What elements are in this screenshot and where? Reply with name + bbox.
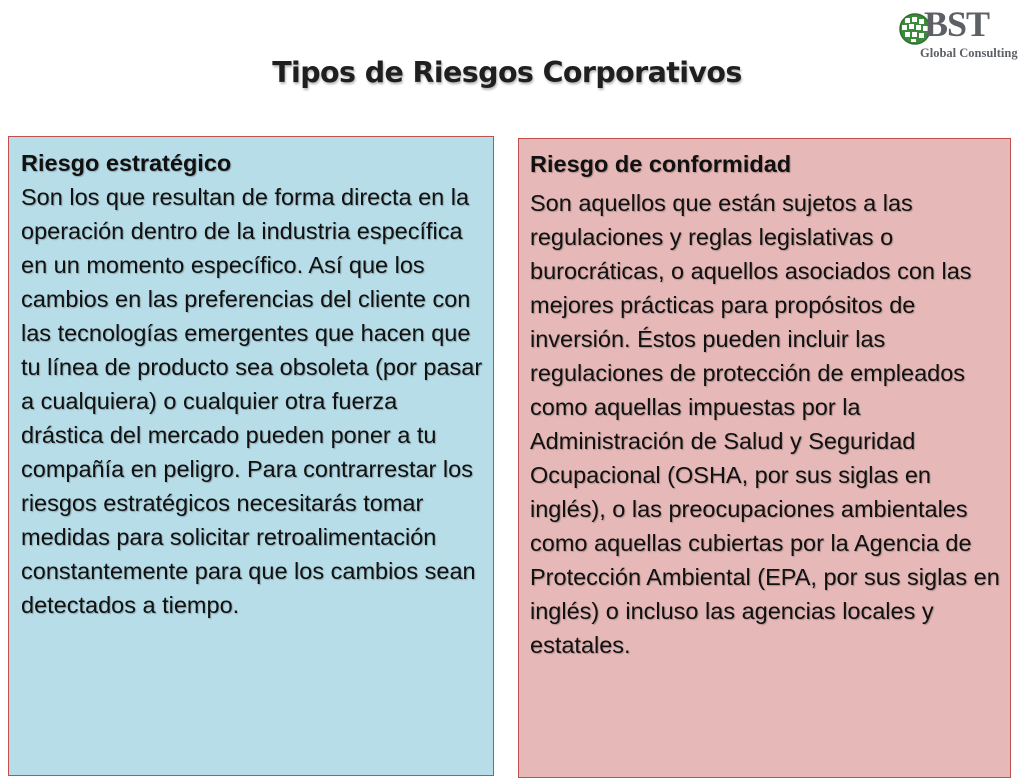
logo-wordmark: BST [924,4,990,44]
logo-tagline: Global Consulting [920,46,1018,60]
compliance-risk-panel [518,138,1011,778]
slide-title: Tipos de Riesgos Corporativos [272,56,742,89]
panel-heading: Riesgo de conformidad [530,151,792,177]
strategic-risk-panel [8,136,494,776]
panel-heading: Riesgo estratégico [21,150,232,176]
panel-body: Son los que resultan de forma directa en la operación dentro de la industria específica en un momento específico. Así que los cambios en las preferencias del cliente con las tecnologías emergentes que hacen que tu línea de producto sea obsoleta (por pasar a cualquiera) o cualquier otra fuerza drástica del mercado pueden poner a tu compañía en peligro. Para contrarrestar los riesgos estratégicos necesitarás tomar medidas para solicitar retroalimentación constantemente para que los cambios sean detectados a tiempo. [21,184,483,618]
panel-body: Son aquellos que están sujetos a las regulaciones y reglas legislativas o burocráticas, o aquellos asociados con las mejores prácticas para propósitos de inversión. Éstos pueden incluir las regulaciones de protección de empleados como aquellas impuestas por la Administración de Salud y Seguridad Ocupacional (OSHA, por sus siglas en inglés), o las preocupaciones ambientales como aquellas cubiertas por la Agencia de Protección Ambiental (EPA, por sus siglas en inglés) o incluso las agencias locales y estatales. [530,190,1000,658]
